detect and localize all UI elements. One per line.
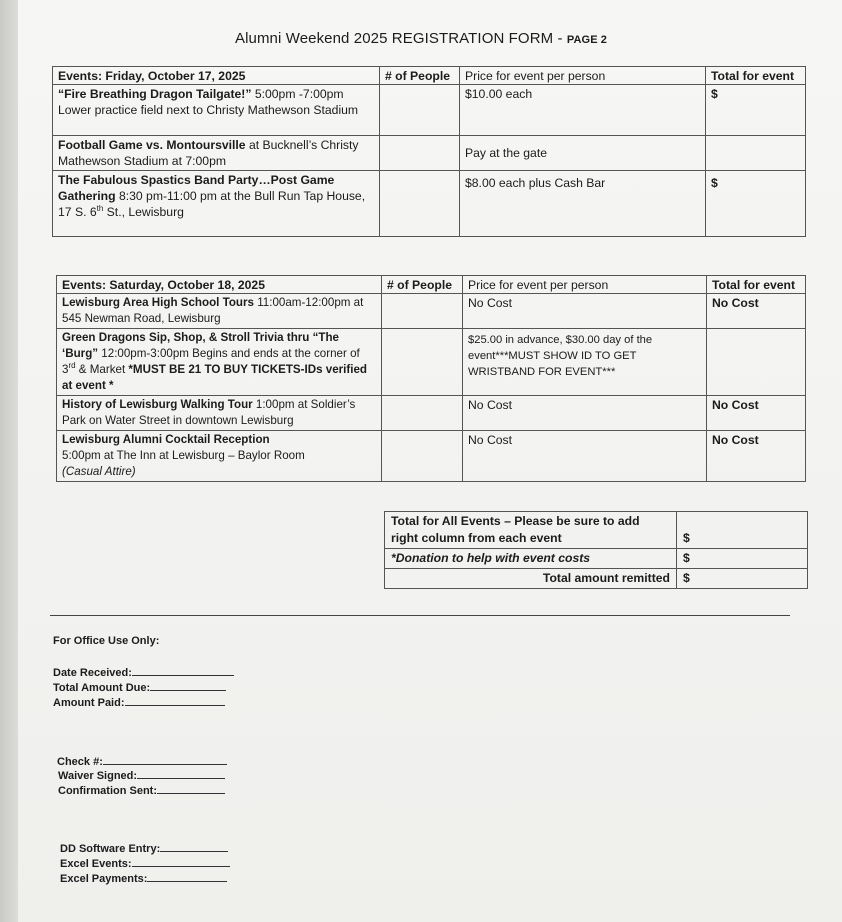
price-cell: $25.00 in advance, $30.00 day of the event***MUST SHOW ID TO GET WRISTBAND FOR EVENT*** bbox=[463, 329, 707, 396]
people-input[interactable] bbox=[382, 431, 463, 482]
header-total: Total for event bbox=[706, 67, 806, 85]
header-people: # of People bbox=[382, 276, 463, 294]
table-row bbox=[53, 171, 806, 237]
check-no-field[interactable] bbox=[57, 753, 227, 768]
excel-events-field[interactable] bbox=[60, 855, 230, 870]
price-cell: No Cost bbox=[463, 396, 707, 431]
dd-entry-field[interactable] bbox=[60, 840, 228, 855]
event-cell bbox=[57, 431, 382, 482]
excel-events-label: Excel Events: bbox=[60, 858, 132, 870]
total-cell: No Cost bbox=[707, 431, 806, 482]
table-row bbox=[57, 329, 806, 396]
remitted-input[interactable]: $ bbox=[677, 569, 808, 589]
date-received-field[interactable] bbox=[53, 664, 234, 679]
event-detail-end: St., Lewisburg bbox=[103, 205, 184, 219]
friday-events-table bbox=[52, 66, 806, 237]
saturday-events-table bbox=[56, 275, 806, 482]
remitted-label: Total amount remitted bbox=[385, 569, 677, 589]
dress-code: (Casual Attire) bbox=[62, 465, 136, 478]
excel-payments-field[interactable] bbox=[60, 870, 227, 885]
price-cell: No Cost bbox=[463, 431, 707, 482]
check-no-label: Check #: bbox=[57, 756, 103, 768]
event-detail: 11:00am-12:00pm at 545 Newman Road, Lewisburg bbox=[62, 296, 364, 325]
price-cell: $8.00 each plus Cash Bar bbox=[460, 171, 706, 237]
total-input[interactable]: $ bbox=[706, 85, 806, 136]
header-events: Events: Saturday, October 18, 2025 bbox=[57, 276, 382, 294]
dd-entry-label: DD Software Entry: bbox=[60, 843, 161, 855]
divider bbox=[50, 615, 790, 616]
table-header-row bbox=[57, 276, 806, 294]
ordinal-suffix: rd bbox=[68, 361, 76, 371]
date-received-line[interactable] bbox=[132, 664, 234, 676]
excel-payments-label: Excel Payments: bbox=[60, 873, 148, 885]
remitted-row bbox=[385, 569, 808, 589]
header-people: # of People bbox=[380, 67, 460, 85]
event-name: Green Dragons Sip, Shop, & Stroll Trivia thru “The ‘Burg” bbox=[62, 331, 339, 360]
form-title-text: Alumni Weekend 2025 REGISTRATION FORM bbox=[234, 30, 554, 47]
dd-entry-line[interactable] bbox=[160, 840, 228, 852]
people-input[interactable] bbox=[380, 171, 460, 237]
waiver-line[interactable] bbox=[137, 767, 225, 779]
confirmation-label: Confirmation Sent: bbox=[58, 785, 157, 797]
donation-row bbox=[385, 549, 808, 569]
event-name: Lewisburg Area High School Tours bbox=[62, 296, 254, 309]
excel-events-line[interactable] bbox=[132, 855, 230, 867]
title-separator: - bbox=[553, 30, 567, 47]
total-all-events-input[interactable]: $ bbox=[677, 512, 808, 549]
donation-input[interactable]: $ bbox=[677, 549, 808, 569]
total-due-label: Total Amount Due: bbox=[53, 682, 151, 694]
price-cell: No Cost bbox=[463, 294, 707, 329]
event-cell bbox=[53, 171, 380, 237]
event-detail: 5:00pm -7:00pm bbox=[251, 87, 344, 101]
table-header-row bbox=[53, 67, 806, 85]
total-input[interactable] bbox=[706, 136, 806, 171]
price-cell: $10.00 each bbox=[460, 85, 706, 136]
amount-paid-label: Amount Paid: bbox=[53, 697, 125, 709]
amount-paid-line[interactable] bbox=[125, 694, 225, 706]
event-cell bbox=[57, 396, 382, 431]
table-row bbox=[57, 396, 806, 431]
event-detail-end: & Market bbox=[75, 363, 129, 376]
confirmation-field[interactable] bbox=[58, 782, 225, 797]
page-label: PAGE 2 bbox=[566, 34, 608, 46]
event-detail: 1:00pm at Soldier’s Park on Water Street in downtown Lewisburg bbox=[62, 398, 356, 427]
event-name: Football Game vs. Montoursville bbox=[58, 138, 246, 152]
total-cell: No Cost bbox=[707, 294, 806, 329]
amount-paid-field[interactable] bbox=[53, 694, 225, 709]
event-cell bbox=[57, 329, 382, 396]
form-title bbox=[0, 30, 842, 47]
people-input[interactable] bbox=[380, 136, 460, 171]
total-input[interactable] bbox=[707, 329, 806, 396]
total-all-events-label: Total for All Events – Please be sure to add right column from each event bbox=[385, 512, 677, 549]
event-name: The Fabulous Spastics Band Party…Post Game Gathering bbox=[58, 173, 335, 203]
event-name: Lewisburg Alumni Cocktail Reception bbox=[62, 433, 270, 446]
people-input[interactable] bbox=[382, 329, 463, 396]
event-name: “Fire Breathing Dragon Tailgate!” bbox=[58, 87, 252, 101]
event-detail: 8:30 pm-11:00 pm at the Bull Run Tap House, 17 S. 6 bbox=[58, 189, 366, 219]
people-input[interactable] bbox=[382, 294, 463, 329]
total-due-line[interactable] bbox=[150, 679, 226, 691]
age-notice: *MUST BE 21 TO BUY TICKETS-IDs verified at event * bbox=[62, 363, 368, 392]
table-row bbox=[53, 85, 806, 136]
total-all-events-row bbox=[385, 512, 808, 549]
table-row bbox=[53, 136, 806, 171]
waiver-label: Waiver Signed: bbox=[58, 770, 138, 782]
event-detail: at Bucknell’s Christy Mathewson Stadium at 7:00pm bbox=[58, 138, 359, 168]
event-detail: 12:00pm-3:00pm Begins and ends at the corner of 3 bbox=[62, 347, 360, 376]
table-row bbox=[57, 431, 806, 482]
total-due-field[interactable] bbox=[53, 679, 226, 694]
table-row bbox=[57, 294, 806, 329]
people-input[interactable] bbox=[380, 85, 460, 136]
header-price: Price for event per person bbox=[460, 67, 706, 85]
totals-table bbox=[384, 511, 808, 589]
check-no-line[interactable] bbox=[103, 753, 227, 765]
donation-label: *Donation to help with event costs bbox=[385, 549, 677, 569]
total-cell: No Cost bbox=[707, 396, 806, 431]
event-cell bbox=[53, 85, 380, 136]
office-heading: For Office Use Only: bbox=[53, 635, 160, 647]
ordinal-suffix: th bbox=[96, 203, 104, 213]
total-input[interactable]: $ bbox=[706, 171, 806, 237]
event-detail: 5:00pm at The Inn at Lewisburg – Baylor Room bbox=[62, 449, 305, 462]
event-cell bbox=[53, 136, 380, 171]
event-location: Lower practice field next to Christy Mathewson Stadium bbox=[58, 103, 359, 117]
header-events: Events: Friday, October 17, 2025 bbox=[53, 67, 380, 85]
confirmation-line[interactable] bbox=[157, 782, 225, 794]
excel-payments-line[interactable] bbox=[147, 870, 227, 882]
date-received-label: Date Received: bbox=[53, 667, 132, 679]
header-price: Price for event per person bbox=[463, 276, 707, 294]
price-cell: Pay at the gate bbox=[460, 136, 706, 171]
header-total: Total for event bbox=[707, 276, 806, 294]
waiver-field[interactable] bbox=[58, 767, 225, 782]
event-name: History of Lewisburg Walking Tour bbox=[62, 398, 253, 411]
people-input[interactable] bbox=[382, 396, 463, 431]
event-cell bbox=[57, 294, 382, 329]
